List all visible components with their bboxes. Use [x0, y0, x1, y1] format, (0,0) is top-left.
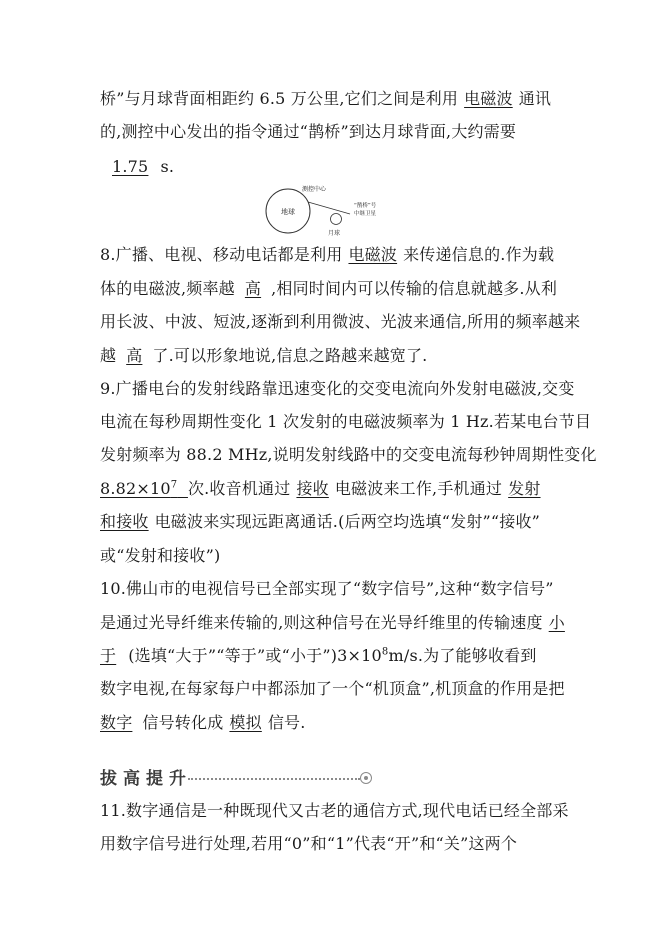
q7-answer-1: 电磁波 [464, 89, 513, 108]
q9-answer-2: 接收 [296, 479, 329, 498]
q7-line-3: 1.75 s. [100, 156, 570, 178]
moon-circle [331, 214, 342, 225]
q10-answer-2: 数字 [100, 713, 133, 732]
q9-answer-3-part-1: 发射 [508, 479, 541, 498]
q9-line-3: 发射频率为 88.2 MHz,说明发射线路中的交变电流每秒钟周期性变化 [100, 445, 597, 464]
q9-line-2: 电流在每秒周期性变化 1 次发射的电磁波频率为 1 Hz.若某电台节目 [100, 412, 592, 431]
signal-line [308, 202, 350, 214]
q10-line-3: 于 (选填“大于”“等于”或“小于$”)3\times 10^8m/s$.为了能够收看到 [100, 646, 537, 665]
q11-line-1: 11.数字通信是一种既现代又古老的通信方式,现代电话已经全部采 [100, 801, 569, 820]
q8-answer-2: 高 [244, 279, 262, 298]
q10-answer-1-part-1: 小 [548, 613, 565, 632]
q10-line-2: 是通过光导纤维来传输的,则这种信号在光导纤维里的传输速度 小 [100, 612, 570, 634]
earth-moon-relay-figure [262, 182, 402, 240]
q10-line-5: 数字 信号转化成 模拟 信号. [100, 713, 306, 732]
q8-line-2: 体的电磁波,频率越 高 ,相同时间内可以传输的信息就越多.从利 [100, 279, 558, 298]
relay-satellite-label-1: “鹊桥”号 [354, 203, 377, 209]
q8-line-4: 越 高 了.可以形象地说,信息之路越来越宽了. [100, 346, 428, 365]
q10-line-4: 数字电视,在每家每户中都添加了一个“机顶盒”,机顶盒的作用是把 [100, 679, 565, 698]
q8-answer-3: 高 [126, 346, 143, 365]
q9-line-1: 9.广播电台的发射线路靠迅速变化的交变电流向外发射电磁波,交变 [100, 379, 575, 398]
section-header [100, 766, 380, 792]
section-divider [188, 778, 360, 780]
control-center-label: 测控中心 [302, 186, 327, 193]
q10-line-1: 10.佛山市的电视信号已全部实现了“数字信号”,这种“数字信号” [100, 579, 554, 598]
q7-answer-2: 1.75 [112, 157, 149, 176]
section-end-icon [360, 772, 372, 784]
q11-line-2: 用数字信号进行处理,若用“0”和“1”代表“开”和“关”这两个 [100, 834, 518, 853]
q10-answer-1-part-2: 于 [100, 646, 117, 665]
section-title: 拔高提升 [100, 769, 192, 789]
q9-line-4: $8.82\times 10^7$ 次.收音机通过 接收 电磁波来工作,手机通过 发射 [100, 478, 570, 500]
q7-line-2: 的,测控中心发出的指令通过“鹊桥”到达月球背面,大约需要 [100, 122, 517, 141]
q8-line-3: 用长波、中波、短波,逐渐到利用微波、光波来通信,所用的频率越来 [100, 312, 581, 331]
q7-line-1: 桥”与月球背面相距约 6.5 万公里,它们之间是利用 电磁波 通讯 [100, 89, 552, 108]
q10-answer-3: 模拟 [229, 713, 262, 732]
q9-answer-3-part-2: 和接收 [100, 512, 149, 531]
q8-answer-1: 电磁波 [348, 245, 398, 264]
earth-label: 地球 [281, 208, 295, 216]
q9-line-5: 和接收 电磁波来实现远距离通话.(后两空均选填“发射”“接收” [100, 512, 541, 531]
q9-line-6: 或“发射和接收”) [100, 546, 221, 565]
relay-satellite-label-2: 中继卫星 [354, 211, 377, 217]
q9-answer-1: $8.82\times 10^7$ [100, 479, 178, 498]
moon-label: 月球 [327, 230, 341, 237]
q8-line-1: 8.广播、电视、移动电话都是利用 电磁波 来传递信息的.作为载 [100, 245, 555, 264]
